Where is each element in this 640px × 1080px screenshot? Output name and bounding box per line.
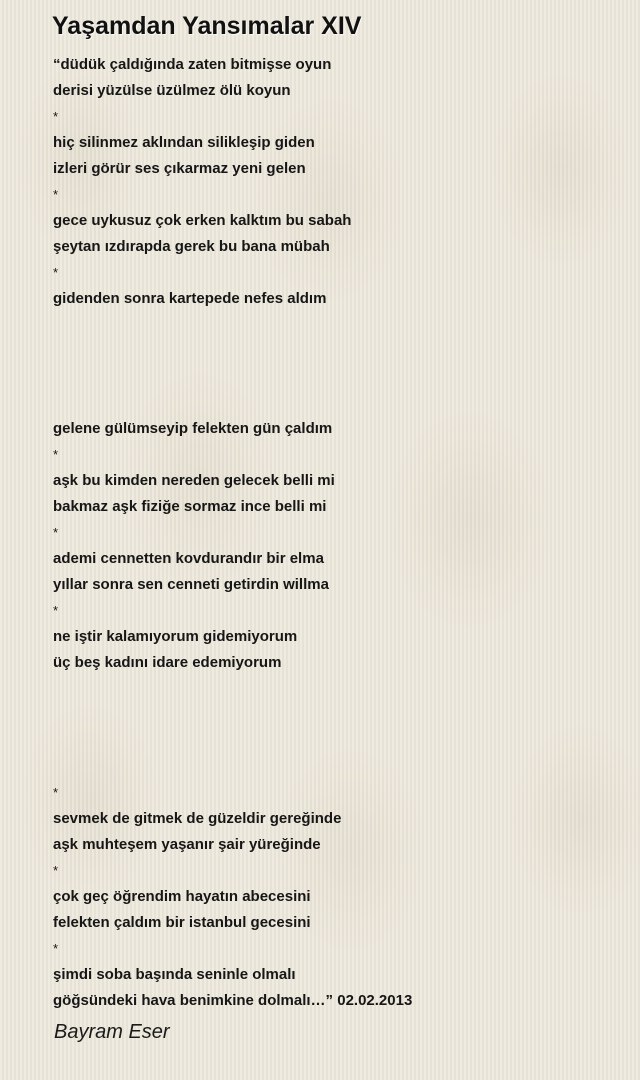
poem-body (53, 52, 623, 1014)
poem-line: aşk bu kimden nereden gelecek belli mi (53, 472, 335, 489)
poem-line: üç beş kadını idare edemiyorum (53, 654, 282, 671)
stanza-separator: * (53, 785, 59, 800)
poem-line: gidenden sonra kartepede nefes aldım (53, 290, 327, 307)
blank-line (53, 364, 623, 390)
poem-line: gece uykusuz çok erken kalktım bu sabah (53, 212, 352, 229)
poem-line: şeytan ızdırapda gerek bu bana mübah (53, 238, 330, 255)
author-signature: Bayram Eser (54, 1021, 170, 1043)
stanza-separator: * (53, 863, 59, 878)
poem-line: göğsündeki hava benimkine dolmalı…” 02.02.2013 (53, 992, 413, 1009)
stanza-separator: * (53, 109, 59, 124)
poem-line: yıllar sonra sen cenneti getirdin willma (53, 576, 329, 593)
poem-line: hiç silinmez aklından silikleşip giden (53, 134, 315, 151)
poem-line: aşk muhteşem yaşanır şair yüreğinde (53, 836, 321, 853)
blank-line (53, 754, 623, 780)
poem-title: Yaşamdan Yansımalar XIV (52, 12, 362, 40)
poem-line: bakmaz aşk fiziğe sormaz ince belli mi (53, 498, 327, 515)
stanza-separator: * (53, 447, 59, 462)
poem-line: ademi cennetten kovdurandır bir elma (53, 550, 324, 567)
stanza-separator: * (53, 265, 59, 280)
blank-line (53, 728, 623, 754)
blank-line (53, 390, 623, 416)
stanza-separator: * (53, 603, 59, 618)
stanza-separator: * (53, 941, 59, 956)
poem-line: derisi yüzülse üzülmez ölü koyun (53, 82, 291, 99)
poem-line: çok geç öğrendim hayatın abecesini (53, 888, 311, 905)
poem-line: gelene gülümseyip felekten gün çaldım (53, 420, 333, 437)
blank-line (53, 676, 623, 702)
poem-line: izleri görür ses çıkarmaz yeni gelen (53, 160, 306, 177)
poem-line: felekten çaldım bir istanbul gecesini (53, 914, 311, 931)
stanza-separator: * (53, 187, 59, 202)
poem-line: “düdük çaldığında zaten bitmişse oyun (53, 56, 332, 73)
poem-line: sevmek de gitmek de güzeldir gereğinde (53, 810, 342, 827)
blank-line (53, 338, 623, 364)
poem-line: ne iştir kalamıyorum gidemiyorum (53, 628, 298, 645)
stanza-separator: * (53, 525, 59, 540)
blank-line (53, 312, 623, 338)
poem-line: şimdi soba başında seninle olmalı (53, 966, 296, 983)
blank-line (53, 702, 623, 728)
